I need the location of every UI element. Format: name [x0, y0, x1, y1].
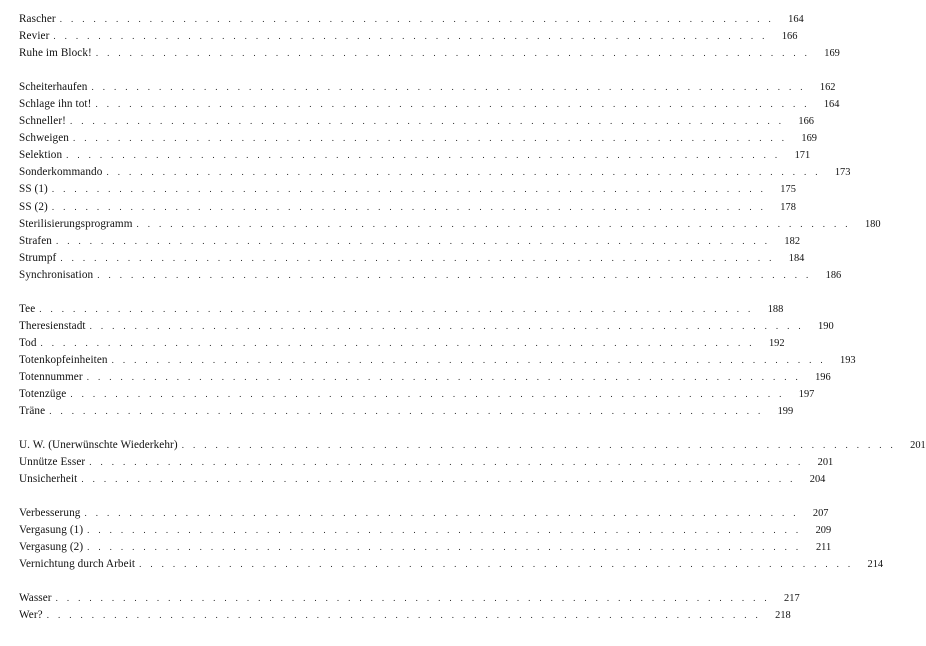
dot-leader: ................................................................	[181, 439, 902, 450]
entry-title: Vernichtung durch Arbeit	[19, 558, 136, 570]
dot-leader: ................................................................	[51, 201, 772, 212]
index-entry	[19, 130, 817, 147]
index-entry	[19, 267, 842, 284]
index-entry	[19, 522, 832, 539]
dot-leader: ................................................................	[86, 371, 807, 382]
entry-title: Wasser	[19, 591, 52, 604]
index-entry	[19, 556, 884, 573]
index-entry	[19, 11, 804, 28]
entry-title: Sonderkommando	[19, 166, 103, 179]
entry-page-number: 218	[775, 609, 791, 621]
dot-leader: ................................................................	[46, 609, 767, 620]
index-entry	[19, 369, 831, 386]
entry-title: U. W. (Unerwünschte Wiederkehr)	[19, 438, 178, 451]
index-group-v	[19, 505, 884, 573]
index-group-r	[19, 11, 840, 62]
index-entry	[19, 403, 794, 420]
entry-title: Tod	[19, 336, 37, 349]
entry-page-number: 192	[768, 337, 785, 349]
entry-page-number: 209	[815, 524, 832, 536]
entry-title: Strumpf	[19, 251, 57, 264]
index-entry	[19, 250, 805, 267]
index-entry	[19, 352, 856, 369]
index-entry	[19, 216, 881, 233]
entry-page-number: 217	[784, 592, 800, 604]
entry-page-number: 164	[788, 14, 804, 25]
index-entry	[19, 181, 796, 198]
index-entry	[19, 45, 840, 62]
entry-title: Theresienstadt	[19, 319, 86, 332]
entry-page-number: 184	[788, 252, 805, 264]
index-entry	[19, 505, 829, 522]
entry-title: Sterilisierungsprogramm	[19, 217, 133, 230]
entry-title: Schlage ihn tot!	[19, 97, 92, 110]
index-entry	[19, 318, 834, 335]
index-entry	[19, 301, 784, 318]
entry-page-number: 164	[823, 98, 840, 110]
index-group-s	[19, 79, 881, 284]
dot-leader: ................................................................	[70, 389, 791, 400]
dot-leader: ................................................................	[136, 218, 857, 229]
dot-leader: ................................................................	[53, 31, 774, 42]
dot-leader: ................................................................	[139, 559, 860, 569]
entry-page-number: 201	[910, 439, 926, 451]
dot-leader: ................................................................	[69, 116, 790, 127]
entry-page-number: 173	[834, 167, 851, 179]
index-entry	[19, 386, 815, 403]
index-page	[19, 11, 926, 624]
dot-leader: ................................................................	[49, 406, 770, 417]
entry-page-number: 162	[819, 81, 836, 93]
entry-page-number: 197	[798, 389, 815, 401]
entry-title: Träne	[19, 405, 46, 418]
entry-page-number: 169	[801, 133, 817, 145]
dot-leader: ................................................................	[81, 474, 802, 485]
entry-page-number: 193	[840, 354, 856, 366]
dot-leader: ................................................................	[89, 320, 810, 331]
index-entry	[19, 471, 826, 488]
dot-leader: ................................................................	[84, 507, 805, 518]
entry-page-number: 178	[780, 201, 796, 213]
entry-title: Wer?	[19, 608, 43, 621]
index-entry	[19, 96, 840, 113]
dot-leader: ................................................................	[95, 48, 816, 59]
entry-page-number: 211	[815, 541, 832, 553]
entry-title: Totenkopfeinheiten	[19, 353, 108, 366]
index-entry	[19, 164, 851, 181]
entry-title: Totennummer	[19, 370, 83, 383]
dot-leader: ................................................................	[60, 252, 781, 263]
entry-page-number: 166	[781, 31, 798, 43]
dot-leader: ................................................................	[87, 524, 808, 535]
entry-page-number: 180	[864, 218, 881, 230]
index-entry	[19, 233, 801, 250]
entry-title: Unsicherheit	[19, 473, 78, 486]
index-entry	[19, 335, 785, 352]
entry-title: Vergasung (2)	[19, 540, 84, 553]
index-entry	[19, 199, 796, 216]
index-entry	[19, 147, 811, 164]
entry-title: Schweigen	[19, 132, 69, 145]
index-entry	[19, 539, 832, 556]
dot-leader: ................................................................	[39, 303, 760, 314]
entry-page-number: 169	[824, 48, 840, 60]
entry-title: Unnütze Esser	[19, 455, 86, 468]
entry-page-number: 166	[798, 116, 814, 128]
entry-page-number: 186	[825, 269, 842, 281]
entry-title: Vergasung (1)	[19, 523, 84, 536]
entry-page-number: 196	[815, 371, 831, 383]
entry-page-number: 175	[780, 184, 796, 196]
entry-title: SS (1)	[19, 183, 48, 196]
entry-title: Ruhe im Block!	[19, 47, 92, 60]
index-entry	[19, 590, 800, 607]
entry-title: Schneller!	[19, 115, 66, 128]
entry-title: Synchronisation	[19, 268, 94, 281]
dot-leader: ................................................................	[55, 592, 776, 603]
index-group-u	[19, 437, 926, 488]
index-entry	[19, 454, 834, 471]
entry-page-number: 171	[794, 150, 811, 162]
entry-title: Strafen	[19, 234, 53, 247]
index-entry	[19, 607, 791, 624]
dot-leader: ................................................................	[106, 167, 827, 178]
dot-leader: ................................................................	[56, 235, 777, 246]
entry-title: Totenzüge	[19, 388, 67, 401]
entry-page-number: 204	[809, 474, 826, 486]
index-entry	[19, 113, 814, 130]
dot-leader: ................................................................	[59, 14, 780, 24]
index-group-w	[19, 590, 800, 624]
entry-title: Scheiterhaufen	[19, 80, 88, 93]
index-entry	[19, 79, 836, 96]
entry-page-number: 182	[784, 235, 801, 247]
entry-title: Revier	[19, 30, 50, 43]
dot-leader: ................................................................	[111, 354, 832, 365]
dot-leader: ................................................................	[51, 184, 772, 195]
entry-page-number: 207	[812, 507, 829, 519]
entry-title: SS (2)	[19, 200, 48, 213]
entry-page-number: 199	[777, 406, 794, 418]
dot-leader: ................................................................	[91, 81, 812, 92]
dot-leader: ................................................................	[89, 456, 810, 467]
entry-title: Tee	[19, 302, 36, 315]
index-entry	[19, 437, 926, 454]
dot-leader: ................................................................	[73, 133, 793, 144]
dot-leader: ................................................................	[87, 541, 808, 552]
entry-title: Selektion	[19, 149, 63, 162]
index-group-t	[19, 301, 856, 421]
entry-page-number: 190	[818, 320, 834, 332]
entry-page-number: 201	[817, 456, 834, 468]
dot-leader: ................................................................	[95, 98, 816, 109]
entry-title: Rascher	[19, 13, 56, 25]
dot-leader: ................................................................	[66, 150, 787, 161]
entry-title: Verbesserung	[19, 506, 81, 519]
entry-page-number: 214	[867, 559, 884, 570]
entry-page-number: 188	[767, 303, 784, 315]
dot-leader: ................................................................	[40, 337, 761, 348]
index-entry	[19, 28, 798, 45]
dot-leader: ................................................................	[97, 269, 818, 280]
